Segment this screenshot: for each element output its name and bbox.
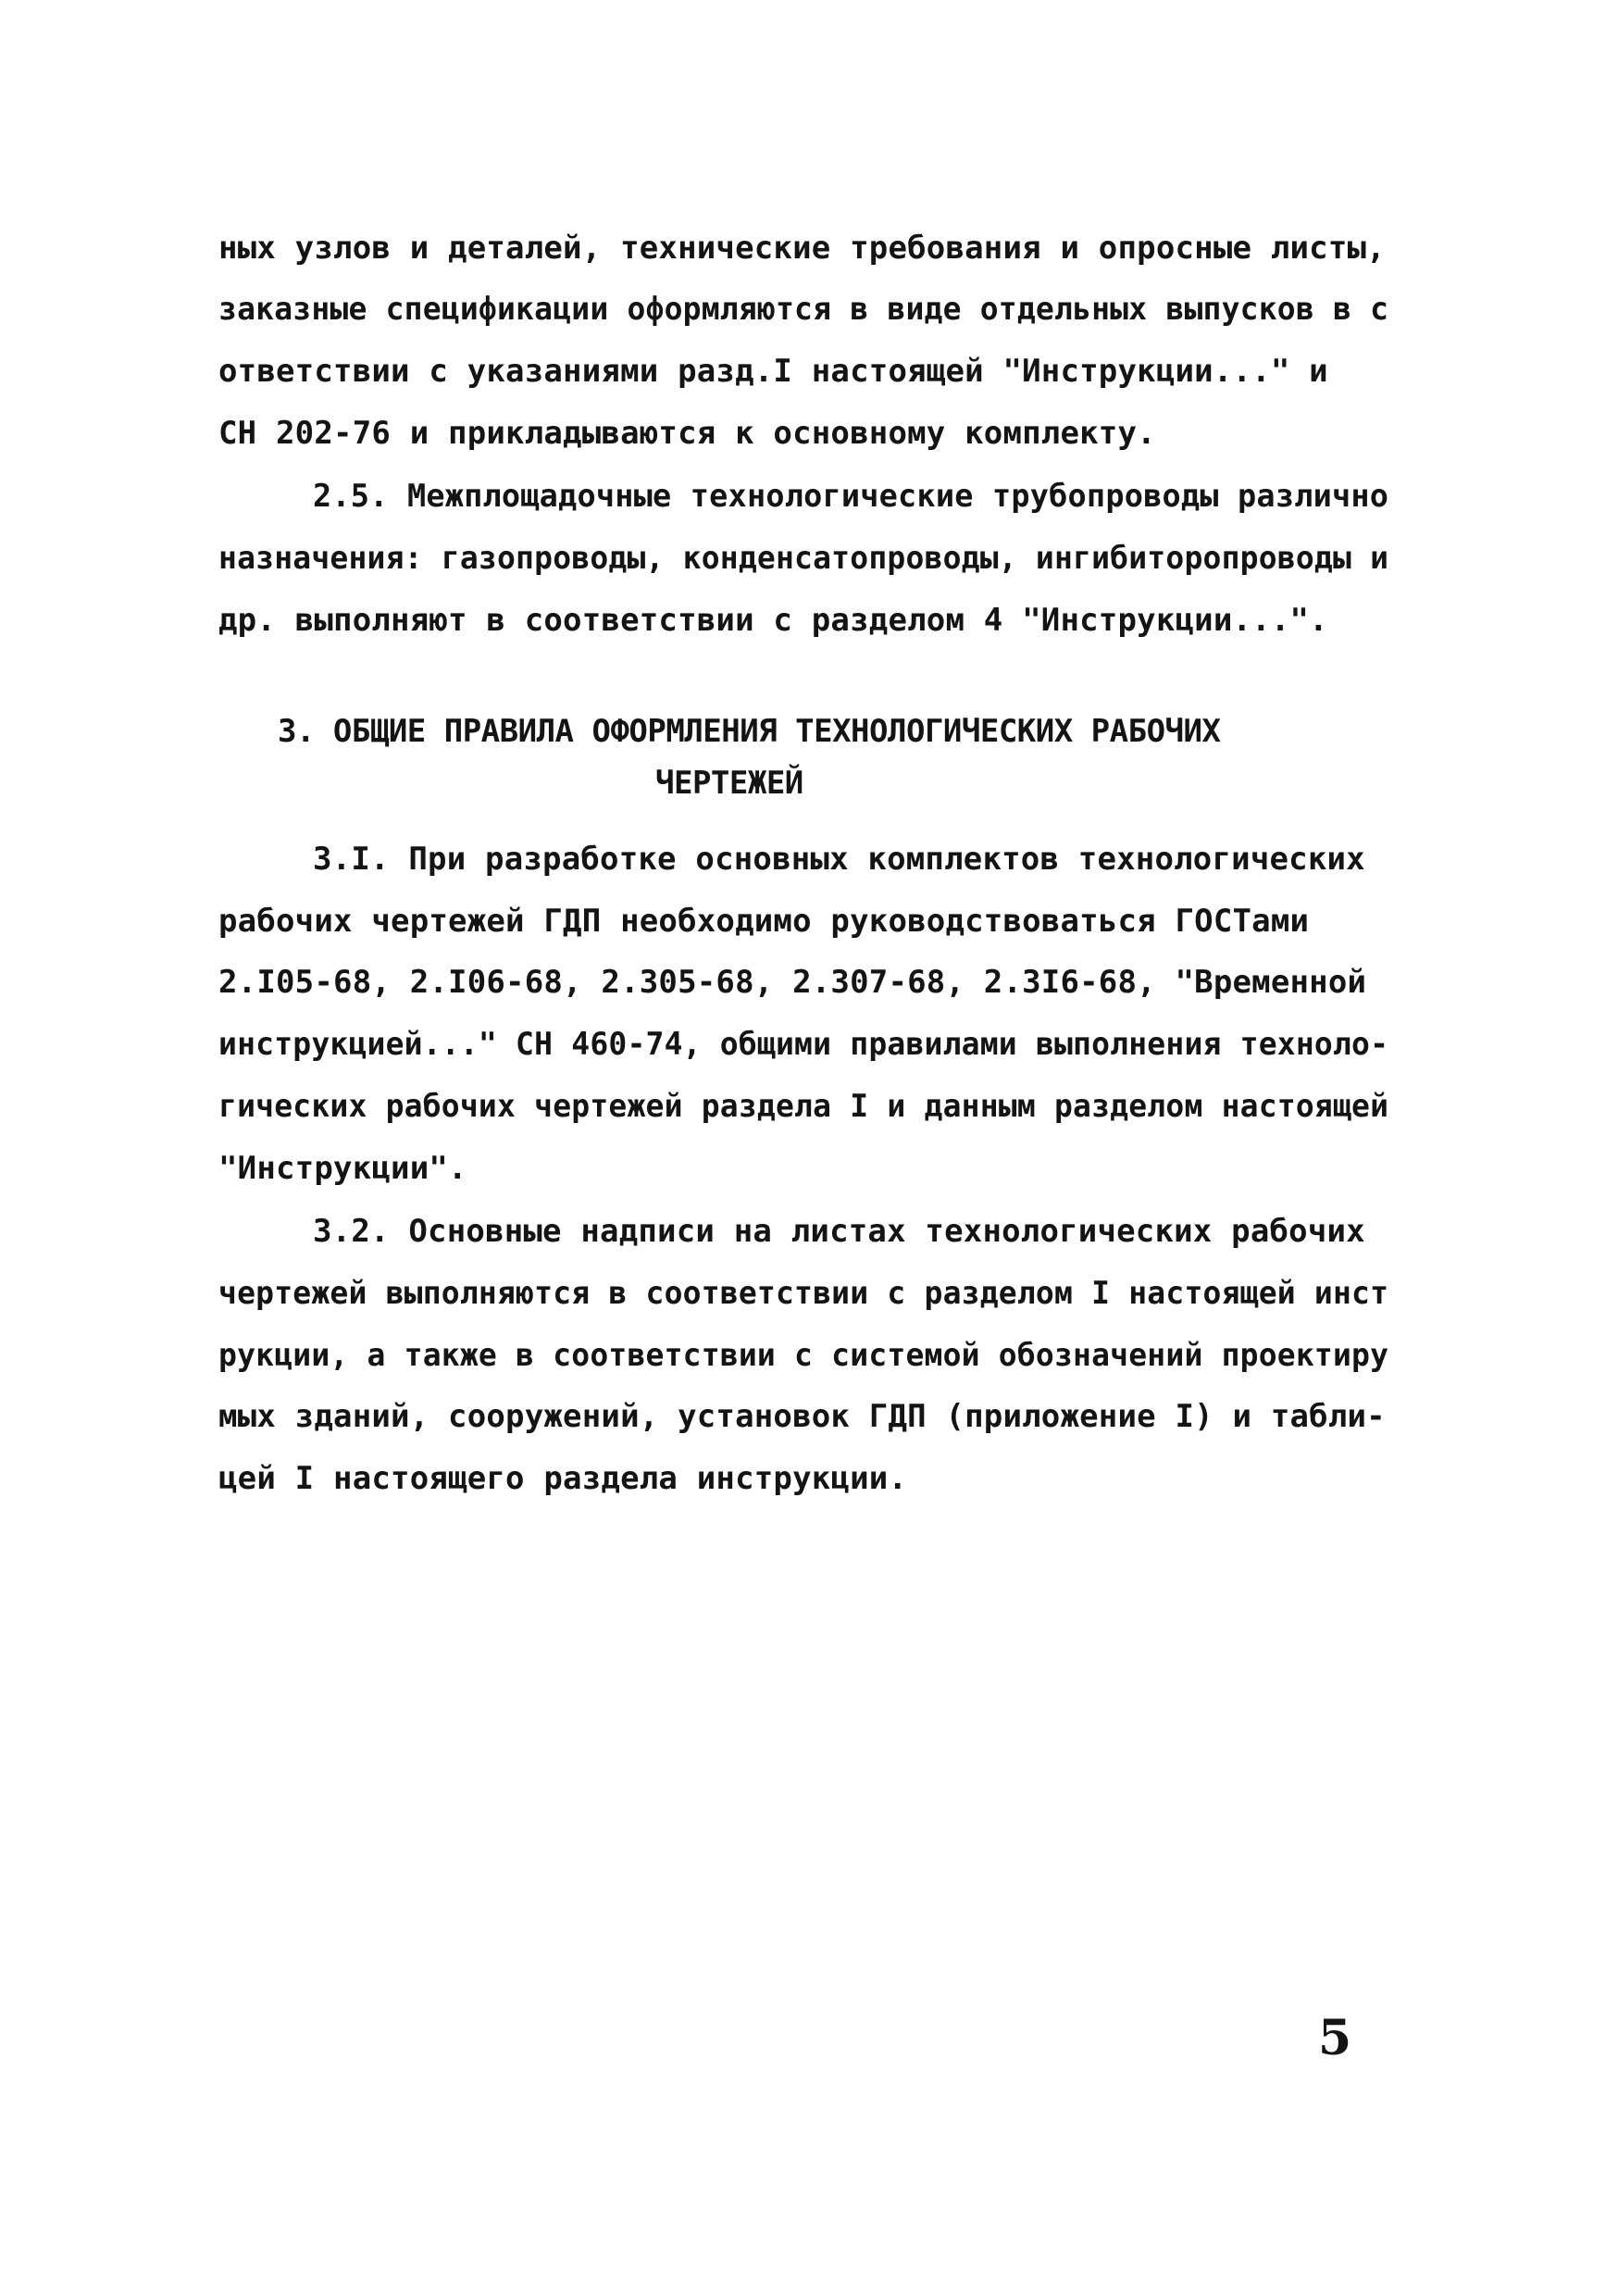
paragraph-3-1-line: инструкцией..." СН 460-74, общими правилами выполнения техноло-: [218, 1026, 1389, 1063]
paragraph-2-5-line: назначения: газопроводы, конденсатопроводы, ингибиторопроводы и: [218, 540, 1389, 577]
paragraph-3-2-line: рукции, а также в соответствии с системой обозначений проектиру: [218, 1337, 1389, 1374]
page-number: 5: [1318, 2010, 1352, 2066]
paragraph-3-1-line: 2.I05-68, 2.I06-68, 2.305-68, 2.307-68, 2.3I6-68, "Временной: [218, 964, 1367, 1001]
section-3-heading-continuation: ЧЕРТЕЖЕЙ: [655, 765, 803, 802]
paragraph-3-2-line: 3.2. Основные надписи на листах технологических рабочих: [313, 1213, 1365, 1250]
text-line: ных узлов и деталей, технические требования и опросные листы,: [218, 230, 1386, 267]
paragraph-3-1-line: "Инструкции".: [218, 1150, 467, 1187]
paragraph-2-5-line: 2.5. Межплощадочные технологические трубопроводы различно: [313, 478, 1389, 515]
paragraph-3-2-line: мых зданий, сооружений, установок ГДП (приложение I) и табли-: [218, 1398, 1386, 1435]
paragraph-3-2-line: чертежей выполняются в соответствии с разделом I настоящей инст: [218, 1275, 1389, 1312]
paragraph-3-1-line: рабочих чертежей ГДП необходимо руководствоваться ГОСТами: [218, 903, 1310, 940]
paragraph-3-1-line: гических рабочих чертежей раздела I и данным разделом настоящей: [218, 1088, 1389, 1125]
paragraph-3-2-line: цей I настоящего раздела инструкции.: [218, 1460, 908, 1497]
text-line: заказные спецификации оформляются в виде отдельных выпусков в с: [218, 291, 1389, 328]
paragraph-3-1-line: 3.I. При разработке основных комплектов технологических: [313, 841, 1365, 878]
section-3-heading: 3. ОБЩИЕ ПРАВИЛА ОФОРМЛЕНИЯ ТЕХНОЛОГИЧЕСКИХ РАБОЧИХ: [278, 713, 1221, 750]
text-line: СН 202-76 и прикладываются к основному комплекту.: [218, 415, 1156, 452]
paragraph-2-5-line: др. выполняют в соответствии с разделом 4 "Инструкции...".: [218, 602, 1328, 639]
text-line: ответствии с указаниями разд.I настоящей "Инструкции..." и: [218, 353, 1328, 390]
